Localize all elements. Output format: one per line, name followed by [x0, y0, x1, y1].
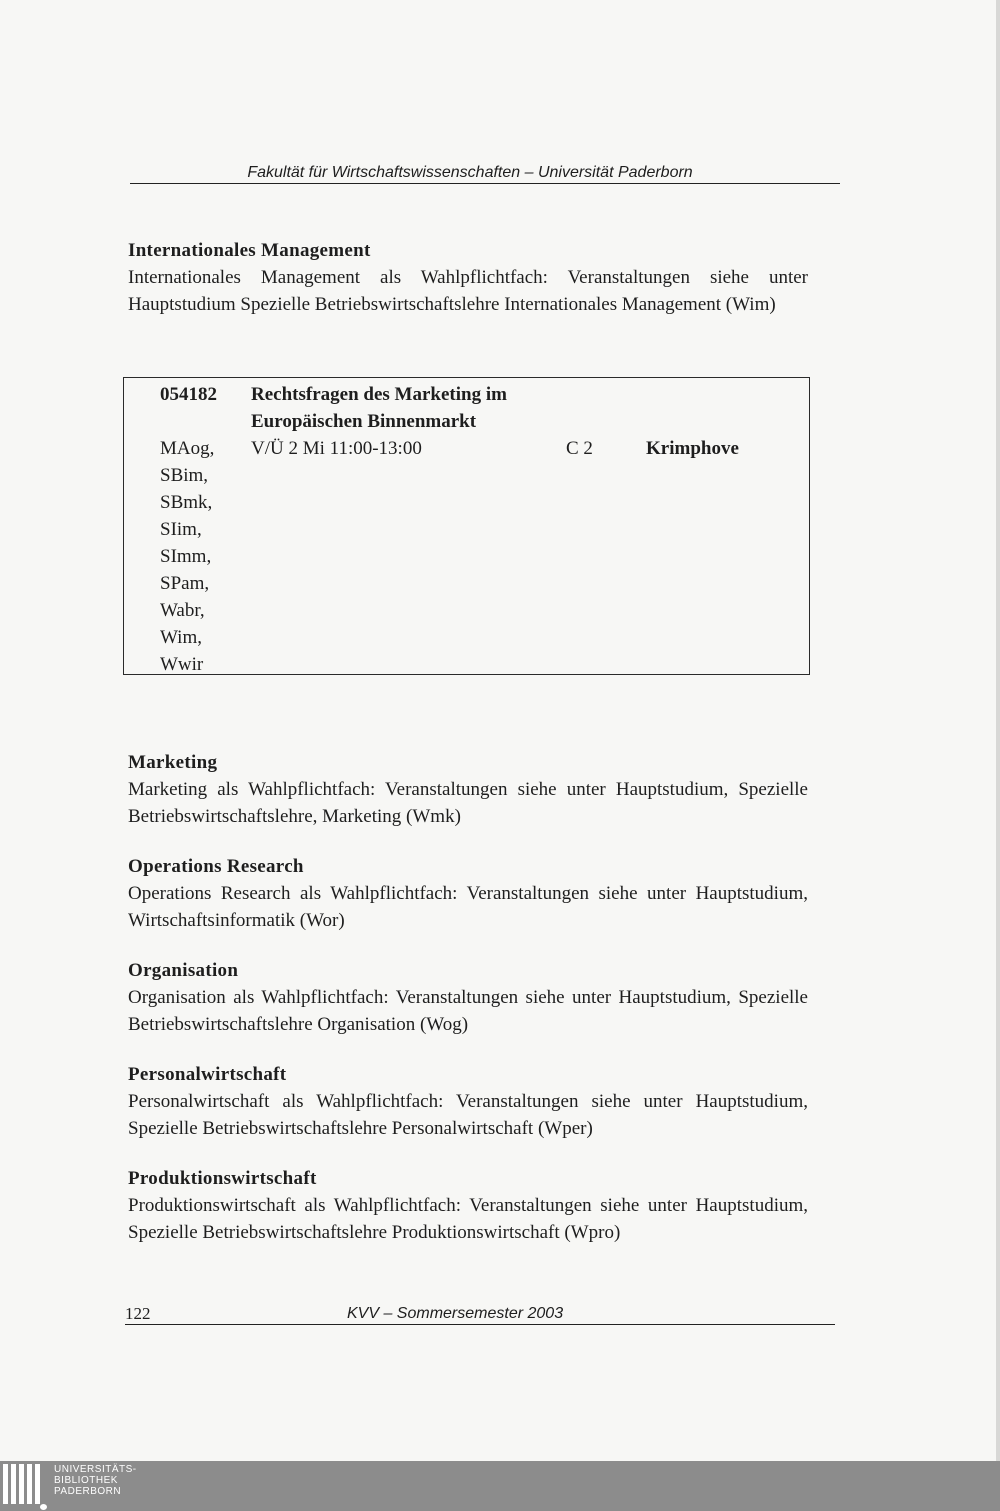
- running-header: [130, 163, 840, 184]
- running-header-text: Fakultät für Wirtschaftswissenschaften – Universität Paderborn: [247, 164, 693, 181]
- library-name: [54, 1464, 137, 1497]
- section-operations-research: [128, 854, 808, 934]
- section-body: Internationales Management als Wahlpflichtfach: Veranstaltungen siehe unter Hauptstudium Spezielle Betriebswirtschaftslehre Internationales Management (Wim): [128, 267, 808, 315]
- module-codes-list: [160, 435, 214, 678]
- library-logo-icon: [3, 1464, 48, 1510]
- course-title-line: Rechtsfragen des Marketing im: [251, 384, 507, 405]
- library-name-line: UNIVERSITÄTS-: [54, 1464, 137, 1475]
- module-code: SBmk,: [160, 492, 213, 513]
- section-body: Produktionswirtschaft als Wahlpflichtfach: Veranstaltungen siehe unter Hauptstudium, Spezielle Betriebswirtschaftslehre Produktionswirtschaft (Wpro): [128, 1195, 808, 1243]
- section-body: Personalwirtschaft als Wahlpflichtfach: Veranstaltungen siehe unter Hauptstudium, Spezielle Betriebswirtschaftslehre Personalwirtschaft (Wper): [128, 1091, 808, 1139]
- page-footer: [125, 1304, 835, 1325]
- section-marketing: [128, 750, 808, 830]
- module-code: SImm,: [160, 546, 212, 567]
- course-entry-box: [123, 377, 810, 675]
- page-edge-shadow: [996, 0, 1000, 1461]
- footer-text: KVV – Sommersemester 2003: [347, 1305, 564, 1322]
- section-title: Operations Research: [128, 856, 304, 877]
- section-body: Operations Research als Wahlpflichtfach: Veranstaltungen siehe unter Hauptstudium, Wirtschaftsinformatik (Wor): [128, 883, 808, 931]
- module-code: SBim,: [160, 465, 209, 486]
- section-organisation: [128, 958, 808, 1038]
- section-personalwirtschaft: [128, 1062, 808, 1142]
- section-body: Organisation als Wahlpflichtfach: Veranstaltungen siehe unter Hauptstudium, Spezielle Betriebswirtschaftslehre Organisation (Wog): [128, 987, 808, 1035]
- course-title-line: Europäischen Binnenmarkt: [251, 411, 477, 432]
- module-code: SPam,: [160, 573, 210, 594]
- section-title: Marketing: [128, 752, 218, 773]
- module-code: SIim,: [160, 519, 202, 540]
- course-lecturer: Krimphove: [646, 438, 739, 459]
- course-title: [251, 381, 507, 435]
- module-code: Wwir: [160, 654, 204, 675]
- course-type-time: V/Ü 2 Mi 11:00-13:00: [251, 438, 422, 459]
- library-name-line: PADERBORN: [54, 1486, 122, 1497]
- library-name-line: BIBLIOTHEK: [54, 1475, 118, 1486]
- module-code: Wabr,: [160, 600, 205, 621]
- section-produktionswirtschaft: [128, 1166, 808, 1246]
- module-code: MAog,: [160, 438, 215, 459]
- section-internationales-management: [128, 238, 808, 318]
- section-title: Produktionswirtschaft: [128, 1168, 317, 1189]
- module-code: Wim,: [160, 627, 202, 648]
- course-room: C 2: [566, 438, 593, 459]
- library-banner: [0, 1461, 1000, 1511]
- section-title: Organisation: [128, 960, 239, 981]
- section-body: Marketing als Wahlpflichtfach: Veranstaltungen siehe unter Hauptstudium, Spezielle Betriebswirtschaftslehre, Marketing (Wmk): [128, 779, 808, 827]
- section-title: Personalwirtschaft: [128, 1064, 287, 1085]
- page-number: 122: [125, 1304, 151, 1323]
- course-number: 054182: [160, 384, 217, 405]
- section-title: Internationales Management: [128, 240, 371, 261]
